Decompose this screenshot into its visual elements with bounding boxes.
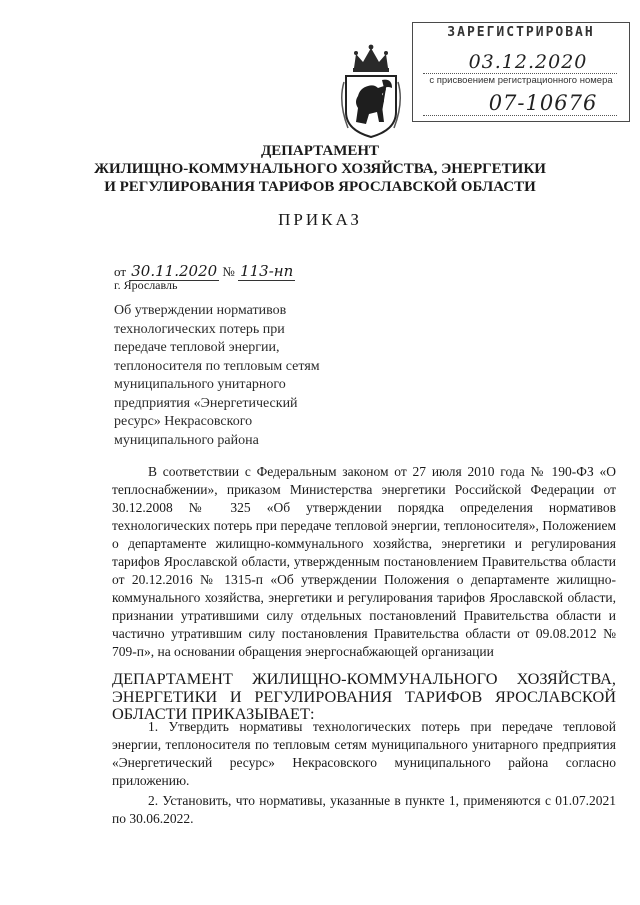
order-number-label: № bbox=[222, 264, 235, 279]
stamp-registration-number: 07-10676 bbox=[488, 91, 598, 115]
document-type-title: ПРИКАЗ bbox=[278, 210, 362, 229]
order-number: 113-нп bbox=[240, 262, 294, 280]
subject-line: теплоносителя по тепловым сетям bbox=[114, 358, 320, 374]
subject-line: технологических потерь при bbox=[114, 321, 285, 337]
clause-2-paragraph: 2. Установить, что нормативы, указанные в пункте 1, применяются с 01.07.2021 по 30.06.2022. bbox=[112, 793, 616, 826]
stamp-caption: с присвоением регистрационного номера bbox=[429, 75, 613, 86]
order-date: 30.11.2020 bbox=[131, 262, 218, 280]
preamble-paragraph: В соответствии с Федеральным законом от 27 июля 2010 года № 190-ФЗ «О теплоснабжении», приказом Министерства энергетики Российской Федерации от 30.12.2008 № 325 «Об утверждении порядка определения нормативов технологических потерь при передаче тепловой энергии, теплоносителя», Положением о департаменте жилищно-коммунального хозяйства, энергетики и регулирования тарифов Ярославской области, утвержденным постановлением Правительства области от 20.12.2016 № 1315-п «Об утверждении Положения о департаменте жилищно-коммунального хозяйства, энергетики и регулирования тарифов Ярославской области, признании утратившими силу отдельных постановлений Правительства области и частично утратившим силу постановления Правительства области от 09.08.2012 № 709-п», на основании обращения энергоснабжающей организации bbox=[112, 464, 616, 659]
stamp-divider bbox=[423, 115, 617, 116]
subject-line: муниципального унитарного bbox=[114, 377, 286, 392]
coat-of-arms-emblem bbox=[336, 42, 406, 140]
stamp-title: ЗАРЕГИСТРИРОВАН bbox=[447, 25, 595, 40]
subject-line: Об утверждении нормативов bbox=[114, 303, 287, 318]
resolution-paragraph: ДЕПАРТАМЕНТ ЖИЛИЩНО-КОММУНАЛЬНОГО ХОЗЯЙСТВА, ЭНЕРГЕТИКИ И РЕГУЛИРОВАНИЯ ТАРИФОВ ЯРОСЛАВСКОЙ ОБЛАСТИ ПРИКАЗЫВАЕТ: bbox=[112, 669, 616, 723]
department-line-3: И РЕГУЛИРОВАНИЯ ТАРИФОВ ЯРОСЛАВСКОЙ ОБЛАСТИ bbox=[104, 179, 536, 195]
clause-1-paragraph: 1. Утвердить нормативы технологических потерь при передаче тепловой энергии, теплоносителя по тепловым сетям муниципального унитарного предприятия «Энергетический ресурс» Некрасовского муниципального района согласно приложению. bbox=[112, 719, 616, 788]
department-line-2: ЖИЛИЩНО-КОММУНАЛЬНОГО ХОЗЯЙСТВА, ЭНЕРГЕТИКИ bbox=[94, 161, 546, 177]
department-line-1: ДЕПАРТАМЕНТ bbox=[260, 143, 380, 159]
stamp-date: 03.12.2020 bbox=[468, 51, 588, 73]
order-from-label: от bbox=[114, 264, 127, 279]
order-subject bbox=[114, 302, 354, 450]
subject-line: ресурс» Некрасовского bbox=[114, 414, 253, 429]
subject-line: муниципального района bbox=[114, 432, 259, 448]
order-city: г. Ярославль bbox=[114, 278, 178, 292]
department-header bbox=[0, 142, 640, 196]
registration-stamp bbox=[412, 22, 630, 122]
subject-line: передаче тепловой энергии, bbox=[114, 340, 280, 355]
stamp-divider bbox=[423, 73, 617, 74]
subject-line: предприятия «Энергетический bbox=[114, 395, 298, 411]
